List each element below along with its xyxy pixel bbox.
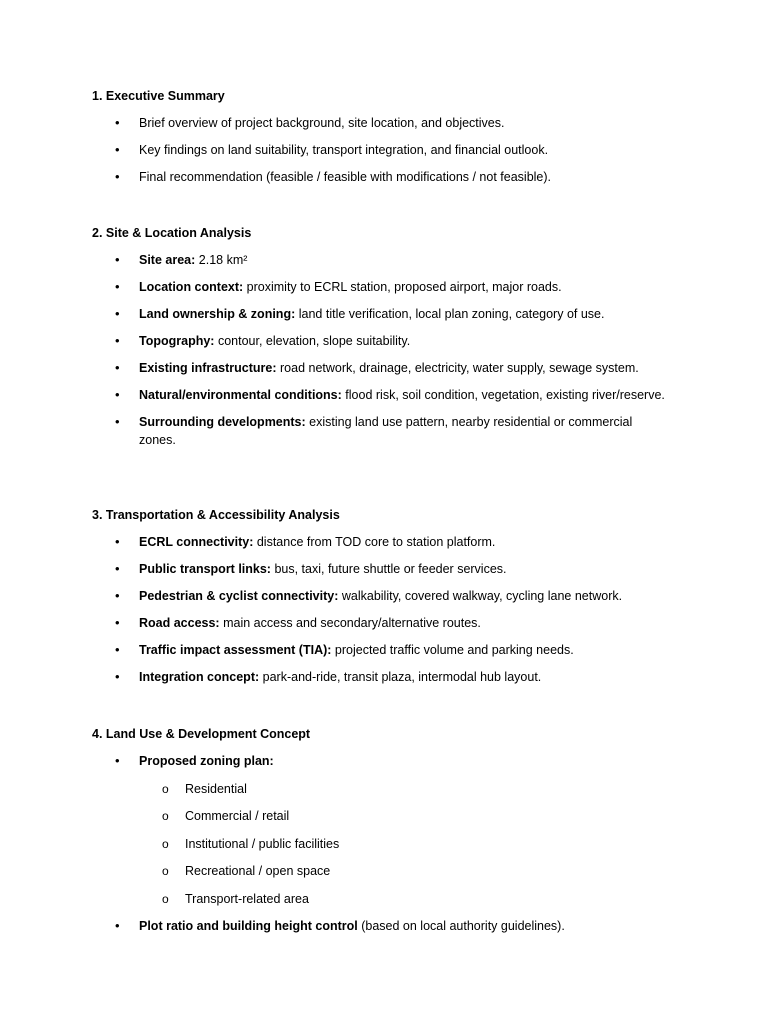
item-label: Public transport links: [139, 562, 271, 576]
list-item [92, 278, 672, 296]
list-item [92, 413, 672, 449]
bullet-list [92, 114, 672, 186]
item-label: Site area: [139, 253, 196, 267]
item-text: existing land use pattern, nearby residential or commercial zones. [139, 415, 633, 447]
list-item [92, 332, 672, 350]
list-item [92, 305, 672, 323]
sub-list-item: o Recreational / open space [139, 862, 672, 880]
item-text: proximity to ECRL station, proposed airport, major roads. [246, 280, 562, 294]
list-item [92, 752, 672, 908]
list-item [92, 533, 672, 551]
section-executive-summary [92, 87, 672, 186]
item-text: Key findings on land suitability, transport integration, and financial outlook. [139, 143, 549, 157]
list-item [92, 114, 672, 132]
section-land-use [92, 725, 672, 935]
item-label: Traffic impact assessment (TIA): [139, 643, 332, 657]
list-item [92, 614, 672, 632]
list-item [92, 587, 672, 605]
item-text: walkability, covered walkway, cycling lane network. [341, 589, 623, 603]
item-label: Plot ratio and building height control [139, 918, 358, 933]
item-label: Topography: [139, 334, 215, 348]
item-text: distance from TOD core to station platform. [256, 535, 496, 549]
item-text: main access and secondary/alternative routes. [223, 616, 481, 630]
sub-list-item: o Institutional / public facilities [139, 835, 672, 853]
bullet-list [92, 251, 672, 449]
item-text: bus, taxi, future shuttle or feeder services. [274, 562, 507, 576]
item-text: flood risk, soil condition, vegetation, existing river/reserve. [345, 388, 665, 402]
item-label: Location context: [139, 280, 244, 294]
list-item [92, 560, 672, 578]
item-label: Pedestrian & cyclist connectivity: [139, 589, 339, 603]
item-text: park-and-ride, transit plaza, intermodal hub layout. [262, 670, 542, 684]
section-heading: 4. Land Use & Development Concept [92, 727, 311, 741]
item-label: Natural/environmental conditions: [139, 388, 342, 402]
zoning-sublist [139, 780, 672, 908]
item-label: Surrounding developments: [139, 415, 306, 429]
item-label: Land ownership & zoning: [139, 307, 296, 321]
list-item [92, 641, 672, 659]
sub-list-item: o Residential [139, 780, 672, 798]
section-site-location [92, 224, 672, 449]
section-heading: 3. Transportation & Accessibility Analysis [92, 508, 340, 522]
item-label: ECRL connectivity: [139, 535, 254, 549]
section-heading: 1. Executive Summary [92, 89, 225, 103]
item-text: (based on local authority guidelines). [361, 918, 565, 933]
item-text: projected traffic volume and parking needs. [334, 643, 574, 657]
item-text: Final recommendation (feasible / feasible with modifications / not feasible). [139, 170, 552, 184]
list-item [92, 359, 672, 377]
item-text: Brief overview of project background, site location, and objectives. [139, 116, 505, 130]
section-transportation [92, 506, 672, 686]
item-text: land title verification, local plan zoning, category of use. [298, 307, 605, 321]
item-label: Existing infrastructure: [139, 361, 277, 375]
item-label: Proposed zoning plan: [139, 754, 274, 768]
list-item [92, 251, 672, 269]
list-item [92, 917, 672, 935]
sub-list-item: o Commercial / retail [139, 807, 672, 825]
list-item [92, 668, 672, 686]
list-item [92, 141, 672, 159]
bullet-list [92, 533, 672, 686]
item-label: Road access: [139, 616, 220, 630]
item-text: road network, drainage, electricity, water supply, sewage system. [280, 361, 639, 375]
section-heading: 2. Site & Location Analysis [92, 226, 252, 240]
item-label: Integration concept: [139, 670, 260, 684]
bullet-list [92, 752, 672, 935]
list-item [92, 386, 672, 404]
item-text: 2.18 km² [198, 253, 248, 267]
list-item [92, 168, 672, 186]
item-text: contour, elevation, slope suitability. [217, 334, 411, 348]
sub-list-item: o Transport-related area [139, 890, 672, 908]
